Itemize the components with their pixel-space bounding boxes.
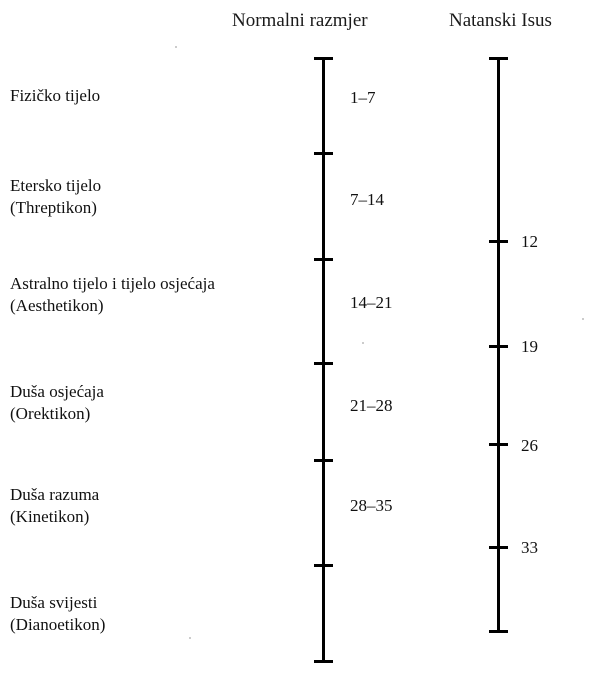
paper-speck <box>175 46 177 48</box>
stage-title: Duša osjećaja <box>10 382 104 401</box>
stage-subtitle: (Kinetikon) <box>10 507 90 526</box>
stage-label <box>10 381 104 425</box>
stage-subtitle: (Threptikon) <box>10 198 97 217</box>
paper-speck <box>362 342 364 344</box>
axis-normal-scale <box>322 57 325 662</box>
age-label: 19 <box>521 337 538 356</box>
scale-tick <box>314 57 333 60</box>
age-label: 33 <box>521 538 538 557</box>
stage-label <box>10 484 99 528</box>
scale-tick <box>489 546 508 549</box>
stage-label <box>10 175 101 219</box>
stage-label <box>10 592 105 636</box>
stage-subtitle: (Orektikon) <box>10 404 91 423</box>
column-header-natanski-jesus: Natanski Isus <box>449 10 552 31</box>
paper-speck <box>189 637 191 639</box>
range-label: 21–28 <box>350 396 393 415</box>
age-label: 26 <box>521 436 538 455</box>
stage-subtitle: (Aesthetikon) <box>10 296 104 315</box>
stage-subtitle: (Dianoetikon) <box>10 615 106 634</box>
paper-speck <box>582 318 584 320</box>
scale-tick <box>314 459 333 462</box>
scale-tick <box>489 345 508 348</box>
scale-tick <box>314 152 333 155</box>
range-label: 14–21 <box>350 293 393 312</box>
stage-title: Duša razuma <box>10 485 100 504</box>
stage-title: Fizičko tijelo <box>10 86 101 105</box>
scale-tick <box>314 362 333 365</box>
column-header-normal-scale: Normalni razmjer <box>232 10 368 31</box>
scale-tick <box>489 443 508 446</box>
scale-tick <box>314 258 333 261</box>
stage-title: Duša svijesti <box>10 593 98 612</box>
range-label: 28–35 <box>350 496 393 515</box>
stage-title: Astralno tijelo i tijelo osjećaja <box>10 274 215 293</box>
range-label: 1–7 <box>350 88 376 107</box>
scale-tick <box>314 564 333 567</box>
scale-tick <box>489 240 508 243</box>
stage-label <box>10 273 215 317</box>
stage-title: Etersko tijelo <box>10 176 102 195</box>
stage-label <box>10 85 100 107</box>
range-label: 7–14 <box>350 190 384 209</box>
scale-tick <box>489 630 508 633</box>
scale-tick <box>314 660 333 663</box>
scale-tick <box>489 57 508 60</box>
age-label: 12 <box>521 232 538 251</box>
